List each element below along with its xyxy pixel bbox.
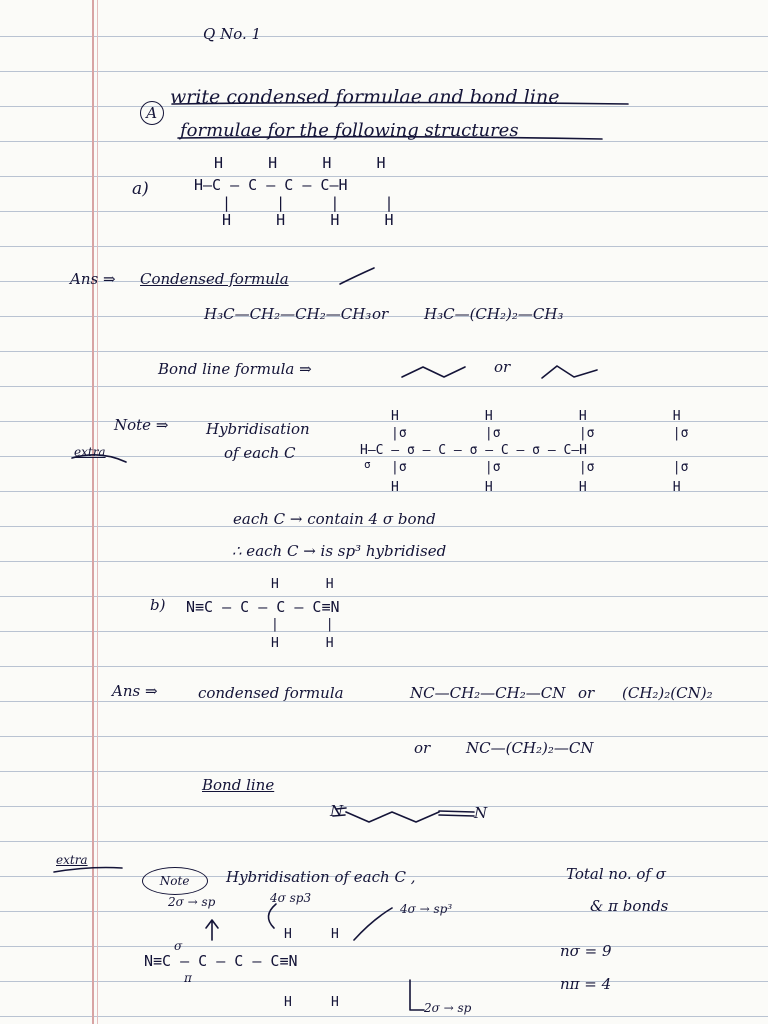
bondline-a-zigzag-2 bbox=[542, 366, 597, 378]
note-a-line-1: each C → contain 4 σ bond bbox=[233, 510, 436, 528]
note-b-ann-left: 2σ → sp bbox=[168, 895, 216, 909]
answer-a-or-1: or bbox=[372, 305, 389, 323]
answer-b-formula-2: (CH₂)₂(CN)₂ bbox=[622, 684, 713, 702]
note-b-up-arrow bbox=[206, 920, 218, 940]
note-a-line-2: ∴ each C → is sp³ hybridised bbox=[232, 542, 447, 560]
instruction-line-2: formulae for the following structures bbox=[180, 120, 519, 141]
instruction-line-1: write condensed formulae and bond line bbox=[170, 86, 560, 108]
answer-b-label: Ans ⇒ bbox=[112, 682, 158, 700]
note-b-sigma: σ bbox=[174, 939, 183, 953]
note-b-ann-bottom: 2σ → sp bbox=[424, 1001, 472, 1015]
question-b-chain: N≡C — C — C — C≡N bbox=[186, 598, 340, 616]
check-mark bbox=[340, 268, 374, 284]
question-a-chain: H—C — C — C — C—H bbox=[194, 176, 348, 194]
note-b-hook bbox=[268, 904, 276, 928]
bondline-b-zigzag bbox=[346, 812, 439, 822]
question-a-label: a) bbox=[132, 179, 149, 199]
part-marker-letter: A bbox=[140, 101, 164, 125]
note-a-sigma-row-2: |σ |σ |σ |σ bbox=[391, 460, 689, 475]
note-a-sigma-left: σ bbox=[364, 458, 371, 471]
page-heading: Q No. 1 bbox=[203, 25, 262, 43]
underline-instruction-1 bbox=[172, 103, 628, 105]
note-a-text-1: Hybridisation bbox=[206, 420, 310, 438]
note-b-ann-right: 4σ → sp³ bbox=[400, 902, 453, 916]
extra-underline-b bbox=[54, 868, 122, 873]
question-b-top-h: H H bbox=[271, 577, 334, 592]
extra-underline-a bbox=[72, 455, 126, 462]
note-b-pi: π bbox=[184, 971, 192, 985]
question-b-label: b) bbox=[150, 596, 166, 614]
note-b-bottom-h: H H bbox=[284, 995, 339, 1010]
question-a-top-h: H H H H bbox=[214, 154, 386, 172]
note-b-chain: N≡C — C — C — C≡N bbox=[144, 952, 298, 970]
note-b-total-2: & π bonds bbox=[590, 897, 669, 915]
answer-a-bondline-label: Bond line formula ⇒ bbox=[158, 360, 312, 378]
answer-b-condensed-label: condensed formula bbox=[198, 684, 344, 702]
question-b-bonds: | | bbox=[271, 617, 334, 632]
note-a-sigma-row: |σ |σ |σ |σ bbox=[391, 426, 689, 441]
note-b-text: Hybridisation of each C , bbox=[226, 868, 416, 886]
answer-b-or-2: or bbox=[414, 739, 431, 757]
note-b-note-label: Note bbox=[142, 867, 208, 895]
note-b-bracket bbox=[410, 980, 424, 1010]
note-b-extra: extra bbox=[56, 853, 88, 867]
answer-a-condensed-label: Condensed formula bbox=[140, 270, 289, 288]
question-a-bottom-h: H H H H bbox=[222, 211, 394, 229]
note-a-extra: extra bbox=[74, 445, 106, 459]
note-b-pi-count: nπ = 4 bbox=[560, 975, 612, 993]
bondline-b-left-atom: N bbox=[330, 802, 344, 820]
question-b-bottom-h: H H bbox=[271, 636, 334, 651]
answer-b-or-1: or bbox=[578, 684, 595, 702]
question-a-bonds: | | | | bbox=[222, 194, 394, 212]
answer-a-or-2: or bbox=[494, 358, 511, 376]
note-b-top-h: H H bbox=[284, 927, 339, 942]
note-b-sigma-count: nσ = 9 bbox=[560, 942, 612, 960]
note-a-bottom-h: H H H H bbox=[391, 480, 681, 495]
note-a-chain: H—C — σ — C — σ — C — σ — C—H bbox=[360, 443, 587, 458]
note-a-text-2: of each C bbox=[224, 444, 296, 462]
answer-b-formula-1: NC—CH₂—CH₂—CN bbox=[410, 684, 566, 702]
bondline-b-right-atom: N bbox=[474, 804, 488, 822]
note-b-curve-arrow bbox=[354, 908, 392, 940]
answer-a-label: Ans ⇒ bbox=[70, 270, 116, 288]
answer-a-formula-2: H₃C—(CH₂)₂—CH₃ bbox=[424, 305, 564, 323]
answer-b-bondline-label: Bond line bbox=[202, 776, 275, 794]
answer-b-formula-3: NC—(CH₂)₂—CN bbox=[466, 739, 594, 757]
note-b-ann-mid: 4σ sp3 bbox=[270, 891, 312, 905]
note-a-label: Note ⇒ bbox=[114, 416, 169, 434]
underline-instruction-2 bbox=[178, 137, 602, 139]
note-b-total-1: Total no. of σ bbox=[566, 865, 666, 883]
bondline-a-zigzag-1 bbox=[402, 367, 465, 377]
note-a-top-h: H H H H bbox=[391, 409, 681, 424]
answer-a-formula-1: H₃C—CH₂—CH₂—CH₃ bbox=[204, 305, 372, 323]
